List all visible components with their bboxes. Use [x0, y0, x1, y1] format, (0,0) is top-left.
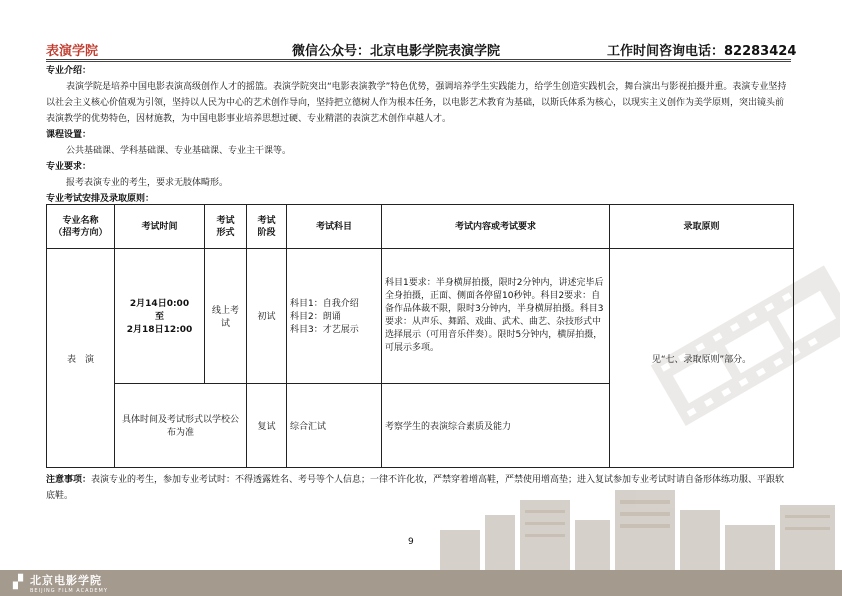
table-header-row: [47, 205, 794, 249]
table-row-preliminary: [47, 249, 794, 384]
notice-label: 注意事项：: [46, 475, 92, 485]
page-number: 9: [408, 537, 414, 547]
cell-admission: 见“七、录取原则”部分。: [610, 249, 794, 468]
th-subjects: 考试科目: [287, 205, 382, 249]
campus-skyline-illustration: [420, 470, 842, 570]
time-to: 至: [154, 312, 164, 323]
time-end: 2月18日12:00: [126, 325, 193, 336]
body-text: [46, 63, 791, 207]
subject-2: 科目2：朗诵: [290, 312, 341, 323]
logo-name-cn: 北京电影学院: [30, 574, 102, 587]
cell-major: 表 演: [47, 249, 115, 468]
header-rule-top: [46, 59, 791, 60]
header-college-name: 表演学院: [46, 44, 99, 59]
cell-time-final: 具体时间及考试形式以学校公布为准: [115, 383, 247, 467]
header-phone: 工作时间咨询电话：82283424: [607, 44, 797, 59]
academy-logo: [14, 572, 108, 594]
th-time: 考试时间: [115, 205, 205, 249]
th-form: 考试 形式: [205, 205, 247, 249]
cell-subject-final: 综合汇试: [287, 383, 382, 467]
section-intro-title: 专业介绍：: [46, 66, 92, 76]
cell-stage-final: 复试: [247, 383, 287, 467]
section-course-text: 公共基础课、学科基础课、专业基础课、专业主干课等。: [66, 146, 292, 156]
subject-3: 科目3：才艺展示: [290, 325, 359, 336]
section-course-title: 课程设置：: [46, 130, 92, 140]
th-admission: 录取原则: [610, 205, 794, 249]
subject-1: 科目1：自我介绍: [290, 299, 359, 310]
cell-stage-preliminary: 初试: [247, 249, 287, 384]
cell-content-preliminary: 科目1要求：半身横屏拍摄，限时2分钟内，讲述完毕后全身拍摄，正面、侧面各停留10秒钟。科目2要求：自备作品体裁不限，限时3分钟内，半身横屏拍摄。科目3要求：从声乐、舞蹈、戏曲、武术、曲艺、杂技形式中选择展示（可用音乐伴奏）。限时5分钟内，横屏拍摄，可展示多项。: [382, 249, 610, 384]
th-major: 专业名称 （招考方向）: [47, 205, 115, 249]
cell-time-preliminary: [115, 249, 205, 384]
section-exam-title: 专业考试安排及录取原则：: [46, 194, 155, 204]
logo-name-en: BEIJING FILM ACADEMY: [30, 588, 108, 594]
footer-bar: [0, 570, 842, 596]
time-start: 2月14日0:00: [129, 299, 190, 310]
cell-content-final: 考察学生的表演综合素质及能力: [382, 383, 610, 467]
section-requirements-title: 专业要求：: [46, 162, 92, 172]
cell-form-preliminary: 线上考试: [205, 249, 247, 384]
th-stage: 考试 阶段: [247, 205, 287, 249]
section-intro-text: 表演学院是培养中国电影表演高级创作人才的摇篮。表演学院突出“电影表演教学”特色优势，强调培养学生实践能力，给学生创造实践机会，舞台演出与影视拍摄并重。表演专业坚持以社会主义核心价值观为引领，坚持以人民为中心的艺术创作导向，坚持把立德树人作为根本任务，以电影艺术教育为基础，以斯氏体系为核心，以现实主义创作为美学原则，突出镜头前表演教学的优势特色，因材施教，为中国电影事业培养思想过硬、专业精湛的表演艺术创作卓越人才。: [46, 82, 787, 124]
header-wechat: 微信公众号：北京电影学院表演学院: [292, 44, 501, 59]
header-rule-bottom: [46, 61, 791, 62]
exam-schedule-table: [46, 204, 794, 468]
film-camera-icon: ▞: [13, 575, 23, 590]
th-content: 考试内容或考试要求: [382, 205, 610, 249]
notice-text: 表演专业的考生，参加专业考试时：不得透露姓名、考号等个人信息；一律不许化妆，严禁穿着增高鞋，严禁使用增高垫；进入复试参加专业考试时请自备形体练功服、平跟软底鞋。: [46, 475, 785, 501]
cell-subjects-preliminary: [287, 249, 382, 384]
section-requirements-text: 报考表演专业的考生，要求无肢体畸形。: [66, 178, 229, 188]
